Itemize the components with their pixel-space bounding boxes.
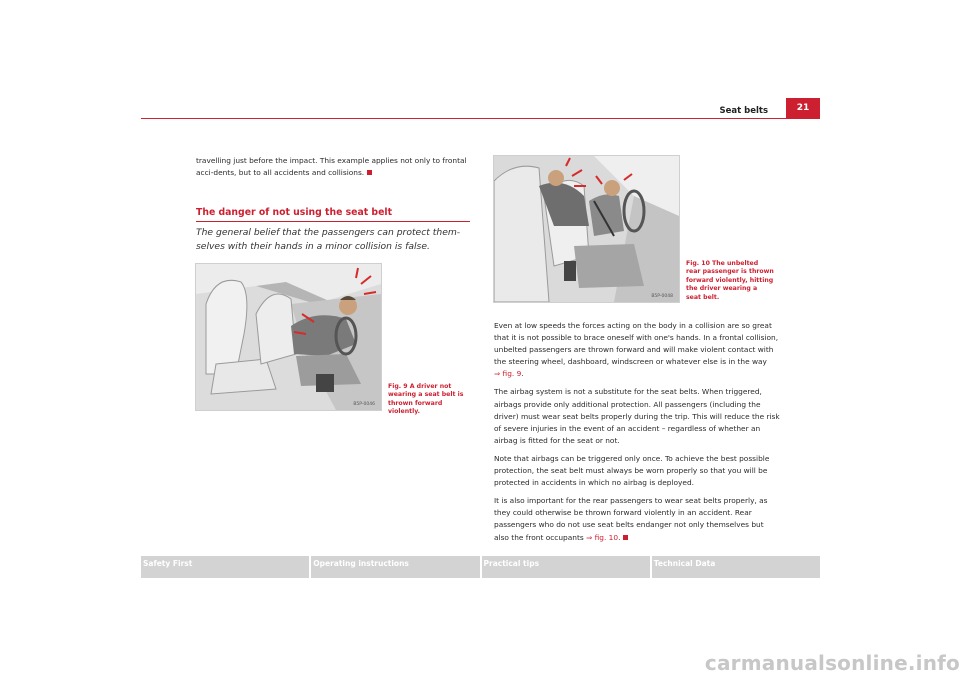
- paragraph-1-text: Even at low speeds the forces acting on the body in a collision are so great that it is not possible to brace oneself with one's hands. In a frontal collision, unbelted passengers are thrown forward and will make violent contact with the steering wheel, dashboard, windscreen or whatever else is in the way: [494, 321, 779, 367]
- paragraph-3: Note that airbags can be triggered only once. To achieve the best possible protection, the seat belt must always be worn properly so that you will be protected in accidents in which no airbag is deployed.: [494, 453, 770, 488]
- intro-text: travelling just before the impact. This example applies not only to frontal acci-dents, but to all accidents and collisions.: [196, 156, 467, 178]
- watermark: carmanualsonline.info: [704, 651, 960, 675]
- footer-tab-label: Practical tips: [483, 559, 540, 568]
- intro-paragraph: [196, 155, 472, 179]
- driver-unbelted-illustration: [196, 264, 381, 410]
- figure-9-caption: Fig. 9 A driver not wearing a seat belt is thrown forward violently.: [388, 383, 464, 416]
- paragraph-4-text: It is also important for the rear passengers to wear seat belts properly, as they could otherwise be thrown forward violently in an accident. Rear passengers who do not use seat belts endanger not only themselves but also the front occupants: [494, 496, 768, 542]
- page-number: 21: [786, 98, 820, 119]
- paragraph-4: It is also important for the rear passengers to wear seat belts properly, as they could otherwise be thrown forward violently in an accident. Rear passengers who do not use seat belts endanger not only themselves but also the front occupants ⇒ fig. 10.: [494, 496, 768, 542]
- body-text: [494, 320, 780, 550]
- footer-nav: [141, 556, 820, 578]
- figure-9-link[interactable]: ⇒ fig. 9: [494, 369, 522, 379]
- header-rule: [141, 118, 820, 119]
- figure-10-illustration: [493, 155, 680, 303]
- footer-tab-label: Technical Data: [653, 559, 716, 568]
- end-marker-icon: [367, 170, 372, 175]
- figure-10-caption: Fig. 10 The unbelted rear passenger is thrown forward violently, hitting the driver wearing a seat belt.: [686, 260, 774, 301]
- figure-10-link[interactable]: ⇒ fig. 10: [586, 532, 619, 542]
- paragraph-1: Even at low speeds the forces acting on the body in a collision are so great that it is not possible to brace oneself with one's hands. In a frontal collision, unbelted passengers are thrown forward and will make violent contact with the steering wheel, dashboard, windscreen or whatever else is in the way ⇒ fig. 9.: [494, 321, 779, 379]
- footer-tab-operating-instructions[interactable]: [311, 556, 479, 578]
- figure-10-code: B5P-0048: [651, 294, 673, 299]
- footer-tab-label: Operating instructions: [313, 559, 409, 568]
- section-subtitle: The general belief that the passengers can protect them-selves with their hands in a minor collision is false.: [196, 227, 461, 252]
- figure-9-illustration: [195, 263, 382, 411]
- section-heading: The danger of not using the seat belt: [196, 207, 470, 222]
- end-marker-icon: [623, 535, 628, 540]
- figure-9-code: B5P-0046: [353, 402, 375, 407]
- paragraph-2: The airbag system is not a substitute for the seat belts. When triggered, airbags provide only additional protection. All passengers (including the driver) must wear seat belts properly during the trip. This will reduce the risk of severe injuries in the event of an accident – regardless of whether an airbag is fitted for the seat or not.: [494, 387, 780, 445]
- footer-tab-practical-tips[interactable]: [482, 556, 650, 578]
- page-title: Seat belts: [719, 106, 768, 116]
- footer-tab-safety-first[interactable]: [141, 556, 309, 578]
- rear-passenger-unbelted-illustration: [494, 156, 679, 302]
- footer-tab-label: Safety First: [143, 559, 193, 568]
- footer-tab-technical-data[interactable]: [652, 556, 820, 578]
